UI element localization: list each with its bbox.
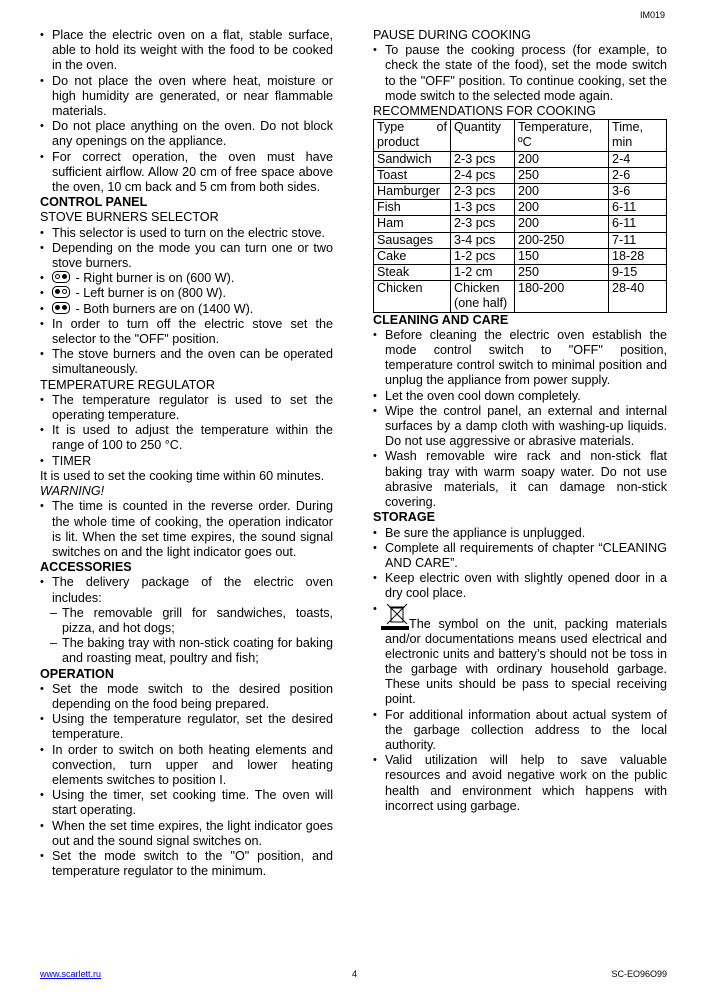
list-item: • For additional information about actual system of the garbage collection address to the local authority. [373, 708, 667, 754]
left-column [40, 28, 333, 879]
table-row [374, 151, 667, 167]
table-cell: Sausages [374, 232, 451, 248]
table-cell: 7-11 [609, 232, 667, 248]
table-header-row [374, 120, 667, 151]
table-cell: 200 [515, 151, 609, 167]
list-item: • The temperature regulator is used to set the operating temperature. [40, 393, 333, 423]
heading-cleaning: CLEANING AND CARE [373, 312, 509, 327]
table-cell: 200 [515, 200, 609, 216]
table-cell: Hamburger [374, 184, 451, 200]
table-cell: Ham [374, 216, 451, 232]
heading-storage: STORAGE [373, 510, 436, 525]
list-item: • When the set time expires, the light indicator goes out and the sound signal switches on. [40, 819, 333, 849]
heading-operation: OPERATION [40, 666, 114, 681]
left-burner-icon [52, 286, 70, 298]
list-item: • The delivery package of the electric oven includes: [40, 575, 333, 605]
table-cell: 9-15 [609, 265, 667, 281]
list-item: • Using the temperature regulator, set the desired temperature. [40, 712, 333, 742]
list-item [40, 286, 333, 301]
list-item: • TIMER [40, 454, 333, 469]
table-cell: 200 [515, 216, 609, 232]
model-number: SC-EO96O99 [611, 969, 667, 979]
warning-label: WARNING! [40, 484, 105, 499]
list-item: • Wipe the control panel, an external and internal surfaces by a damp cloth with washing-up liquids. Do not use aggressive or abrasive materials. [373, 404, 667, 450]
table-cell: 180-200 [515, 281, 609, 312]
list-item [373, 602, 667, 708]
table-cell: Toast [374, 167, 451, 183]
list-item: • Do not place the oven where heat, moisture or high humidity are generated, or near flammable materials. [40, 74, 333, 120]
table-cell: 1-2 cm [451, 265, 515, 281]
table-cell: Fish [374, 200, 451, 216]
table-cell: 2-4 [609, 151, 667, 167]
table-cell: 1-2 pcs [451, 248, 515, 264]
table-cell: Sandwich [374, 151, 451, 167]
heading-control-panel: CONTROL PANEL [40, 195, 148, 210]
table-header: Time, min [609, 120, 667, 151]
table-cell: 250 [515, 167, 609, 183]
model-code-header: IM019 [639, 10, 665, 20]
burner-mode-text: - Left burner is on (800 W). [72, 286, 226, 301]
cooking-table [373, 119, 667, 312]
right-burner-icon [52, 271, 70, 283]
list-item: • Valid utilization will help to save valuable resources and avoid negative work on the public health and environment which happens with incorrect using garbage. [373, 753, 667, 814]
table-row [374, 200, 667, 216]
list-item: • To pause the cooking process (for example, to check the state of the food), set the mode switch to the "OFF" position. To continue cooking, set the mode switch to the selected mode again. [373, 43, 667, 104]
list-item: • For correct operation, the oven must have sufficient airflow. Allow 20 cm of free space above the oven, 10 cm back and 5 cm from both sides. [40, 150, 333, 196]
page-number: 4 [352, 969, 358, 979]
subheading-stove-burners: STOVE BURNERS SELECTOR [40, 210, 219, 225]
right-column [373, 28, 667, 814]
table-row [374, 232, 667, 248]
burner-mode-text: - Both burners are on (1400 W). [72, 301, 254, 316]
table-cell: 2-3 pcs [451, 184, 515, 200]
list-item: • Set the mode switch to the desired position depending on the food being prepared. [40, 682, 333, 712]
list-item: • Set the mode switch to the "O" position, and temperature regulator to the minimum. [40, 849, 333, 879]
list-item: – The removable grill for sandwiches, toasts, pizza, and hot dogs; [40, 606, 333, 636]
table-cell: 6-11 [609, 200, 667, 216]
list-item: • Do not place anything on the oven. Do not block any openings on the appliance. [40, 119, 333, 149]
list-item: • Complete all requirements of chapter “CLEANING AND CARE”. [373, 541, 667, 571]
subheading-temperature-regulator: TEMPERATURE REGULATOR [40, 377, 215, 392]
table-cell: 2-4 pcs [451, 167, 515, 183]
table-cell: 150 [515, 248, 609, 264]
list-item: • Be sure the appliance is unplugged. [373, 526, 667, 541]
timer-text: It is used to set the cooking time within 60 minutes. [40, 468, 325, 483]
table-row [374, 248, 667, 264]
table-header: Type of product [374, 120, 451, 151]
list-item: • Wash removable wire rack and non-stick flat baking tray with warm soapy water. Do not use abrasive materials, it can damage non-stick covering. [373, 449, 667, 510]
table-cell: 3-4 pcs [451, 232, 515, 248]
table-cell: 2-3 pcs [451, 151, 515, 167]
table-row [374, 167, 667, 183]
list-item: • Before cleaning the electric oven establish the mode control switch to "OFF" position, temperature control switch to minimal position and unplug the appliance from power supply. [373, 328, 667, 389]
table-cell: 2-6 [609, 167, 667, 183]
table-cell: 2-3 pcs [451, 216, 515, 232]
list-item: • The stove burners and the oven can be operated simultaneously. [40, 347, 333, 377]
subheading-pause: PAUSE DURING COOKING [373, 28, 531, 42]
table-row [374, 281, 667, 312]
table-cell: 28-40 [609, 281, 667, 312]
table-header: Temperature, ºC [515, 120, 609, 151]
table-cell: 1-3 pcs [451, 200, 515, 216]
heading-accessories: ACCESSORIES [40, 560, 132, 575]
table-cell: Cake [374, 248, 451, 264]
list-item: • It is used to adjust the temperature within the range of 100 to 250 °C. [40, 423, 333, 453]
table-row [374, 265, 667, 281]
table-cell: 18-28 [609, 248, 667, 264]
table-cell: 6-11 [609, 216, 667, 232]
website-link[interactable]: www.scarlett.ru [40, 969, 102, 979]
list-item: • In order to switch on both heating elements and convection, turn upper and lower heating elements switches to position I. [40, 743, 333, 789]
list-item: • In order to turn off the electric stove set the selector to the "OFF" position. [40, 317, 333, 347]
table-cell: Chicken [374, 281, 451, 312]
list-item: • Let the oven cool down completely. [373, 389, 667, 404]
table-row [374, 216, 667, 232]
table-cell: 3-6 [609, 184, 667, 200]
table-header: Quantity [451, 120, 515, 151]
table-cell: Chicken (one half) [451, 281, 515, 312]
list-item: • This selector is used to turn on the electric stove. [40, 226, 333, 241]
subheading-recommendations: RECOMMENDATIONS FOR COOKING [373, 104, 596, 119]
burner-mode-text: - Right burner is on (600 W). [72, 271, 235, 286]
list-item: • Depending on the mode you can turn one or two stove burners. [40, 241, 333, 271]
list-item: • Place the electric oven on a flat, stable surface, able to hold its weight with the food to be cooked in the oven. [40, 28, 333, 74]
list-item: • Keep electric oven with slightly opened door in a dry cool place. [373, 571, 667, 601]
table-cell: 250 [515, 265, 609, 281]
weee-text: The symbol on the unit, packing materials and/or documentations means used electrical and electronic units and battery’s should not be toss in the garbage with ordinary household garbage. These units should be pass to special receiving point. [385, 616, 667, 707]
table-row [374, 184, 667, 200]
table-cell: 200-250 [515, 232, 609, 248]
both-burners-icon [52, 302, 70, 314]
list-item [40, 271, 333, 286]
list-item [40, 302, 333, 317]
table-cell: 200 [515, 184, 609, 200]
crossed-bin-icon [385, 602, 409, 632]
list-item: – The baking tray with non-stick coating for baking and roasting meat, poultry and fish; [40, 636, 333, 666]
list-item: • Using the timer, set cooking time. The oven will start operating. [40, 788, 333, 818]
table-cell: Steak [374, 265, 451, 281]
list-item: • The time is counted in the reverse order. During the whole time of cooking, the operation indicator is lit. When the set time expires, the sound signal switches on and the light indicator goes out. [40, 499, 333, 560]
